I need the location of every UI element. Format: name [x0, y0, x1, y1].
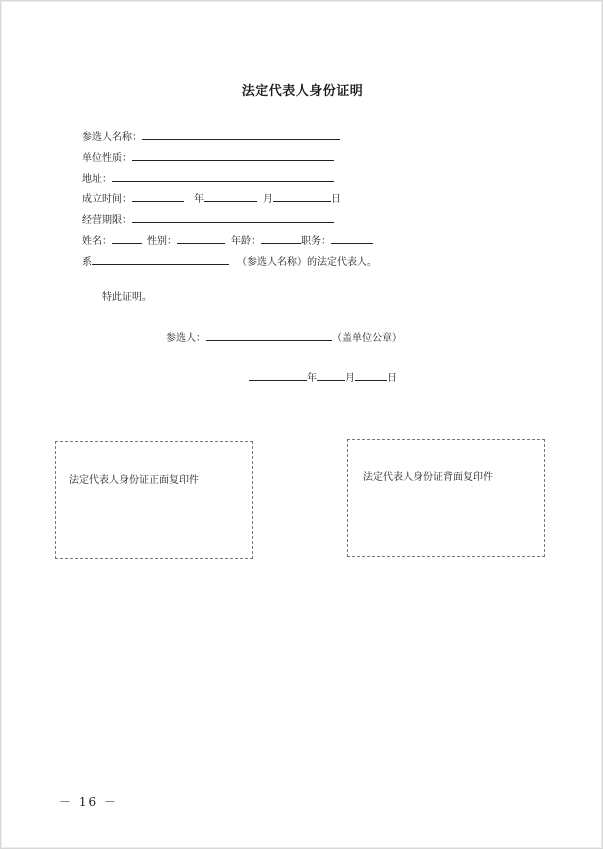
document-title: 法定代表人身份证明: [241, 84, 364, 99]
business-term-label: 经营期限：: [82, 215, 132, 226]
page-number: － 16 －: [59, 795, 118, 809]
signature-bidder-label: 参选人：: [166, 333, 206, 344]
established-month-label: 月: [263, 194, 273, 205]
bidder-name-row: [82, 128, 340, 145]
established-day-label: 日: [331, 194, 341, 205]
position-blank[interactable]: [331, 232, 373, 244]
id-back-label: 法定代表人身份证背面复印件: [363, 472, 493, 483]
address-label: 地址：: [82, 174, 112, 185]
date-year-blank[interactable]: [249, 369, 307, 381]
signature-row: [166, 329, 402, 346]
seal-note: （盖单位公章）: [332, 333, 402, 344]
business-term-blank[interactable]: [132, 211, 334, 223]
unit-nature-blank[interactable]: [132, 149, 334, 161]
bidder-name-blank[interactable]: [142, 128, 340, 140]
gender-blank[interactable]: [177, 232, 225, 244]
date-month-blank[interactable]: [317, 369, 345, 381]
date-day-label: 日: [387, 373, 397, 384]
date-row: [249, 369, 397, 386]
age-blank[interactable]: [261, 232, 301, 244]
established-row: [82, 190, 341, 207]
established-month-blank[interactable]: [204, 190, 257, 202]
unit-nature-label: 单位性质：: [82, 153, 132, 164]
address-blank[interactable]: [112, 170, 334, 182]
certify-text: 特此证明。: [102, 292, 152, 303]
id-front-copy-box: [55, 441, 253, 559]
established-day-blank[interactable]: [273, 190, 331, 202]
date-year-label: 年: [307, 373, 317, 384]
signature-blank[interactable]: [206, 329, 332, 341]
legal-rep-row: [82, 253, 377, 270]
xi-label: 系: [82, 257, 92, 268]
business-term-row: [82, 211, 334, 228]
address-row: [82, 170, 334, 187]
bidder-name-label: 参选人名称：: [82, 132, 142, 143]
unit-nature-row: [82, 149, 334, 166]
date-day-blank[interactable]: [355, 369, 387, 381]
position-label: 职务：: [301, 236, 331, 247]
name-blank[interactable]: [112, 232, 142, 244]
established-year-label: 年: [194, 194, 204, 205]
established-label: 成立时间：: [82, 194, 132, 205]
legal-rep-company-blank[interactable]: [92, 253, 229, 265]
date-month-label: 月: [345, 373, 355, 384]
established-year-blank[interactable]: [132, 190, 184, 202]
age-label: 年龄：: [231, 236, 261, 247]
id-front-label: 法定代表人身份证正面复印件: [69, 475, 199, 486]
gender-label: 性别：: [147, 236, 177, 247]
name-label: 姓名：: [82, 236, 112, 247]
legal-rep-suffix: （参选人名称）的法定代表人。: [237, 257, 377, 268]
person-info-row: [82, 232, 373, 249]
id-back-copy-box: [347, 439, 545, 557]
